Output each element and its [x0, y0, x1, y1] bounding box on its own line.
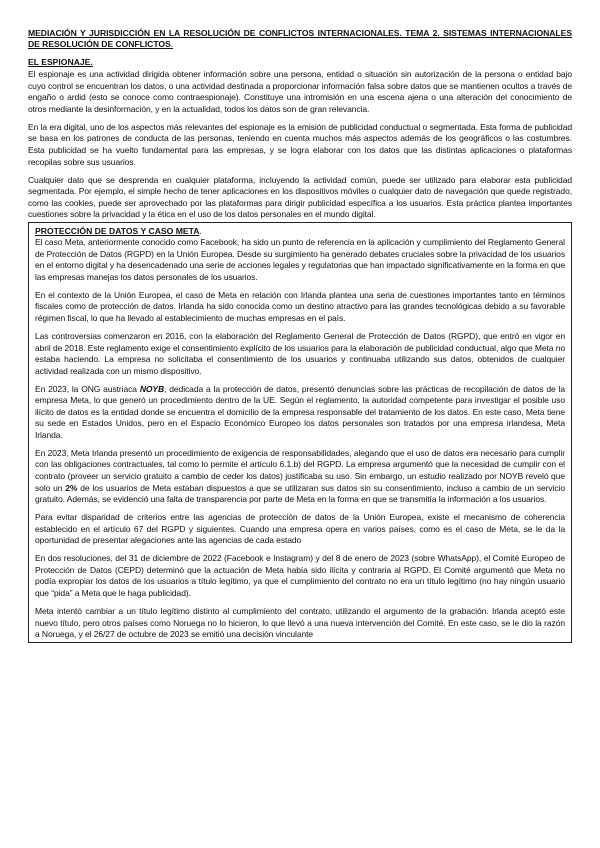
paragraph: En la era digital, uno de los aspectos más relevantes del espionaje es la emisión de publicidad conductual o segmentada. Esta forma de publicidad se basa en los patrones de conducta de las personas, teniendo en cuenta muchos más aspectos además de los geográficos o las costumbres. Esta publicidad se ha vuelto fundamental para las empresas, y se logra elaborar con los datos que las distintas aplicaciones o plataformas recopilas sobre sus usuarios.: [28, 121, 572, 167]
paragraph: En dos resoluciones, del 31 de diciembre de 2022 (Facebook e Instagram) y del 8 de enero de 2023 (sobre WhatsApp), el Comité Europeo de Protección de Datos (CEPD) determinó que la actuación de Meta había sido ilícita y contraria al RGPD. El Comité argumentó que Meta no podía expropiar los datos de los usuarios a título legítimo, ya que el cumplimiento del contrato no era un título legítimo (no hay ningún usuario que “pida” a Meta que le haga publicidad).: [35, 553, 565, 598]
paragraph: Las controversias comenzaron en 2016, con la elaboración del Reglamento General de Protección de Datos (RGPD), que entró en vigor en abril de 2018. Este reglamento exige el consentimiento explícito de los usuarios para la elaboración de publicidad conductual, algo que Meta no estaba haciendo. La empresa no solicitaba el consentimiento de los usuarios y continuaba utilizando sus datos, obtenidos de cualquier actividad realizada con un mismo dispositivo.: [35, 331, 565, 376]
paragraph: Para evitar disparidad de criterios entre las agencias de protección de datos de la Unión Europea, existe el mecanismo de coherencia establecido en el artículo 67 del RGPD y siguientes. Cuando una empresa opera en varios países, como es el caso de Meta, se le da la oportunidad de presentar alegaciones ante las agencias de cada estado: [35, 512, 565, 546]
paragraph: El espionaje es una actividad dirigida obtener información sobre una persona, entidad o situación sin autorización de la persona o entidad bajo cuyo control se encuentran los datos, o una actividad destinada a proporcionar información falsa sobre datos que se mantienen ocultos a través de engaño o ardid (esto se conoce como contraespionaje). Constituye una intromisión en una escena ajena o una alteración del conocimiento de otros mediante la desinformación, y en la actualidad, todos los datos son de gran relevancia.: [28, 69, 572, 114]
meta-case-box: [28, 222, 572, 643]
paragraph: El caso Meta, anteriormente conocido como Facebook, ha sido un punto de referencia en la aplicación y cumplimiento del Reglamento General de Protección de Datos (RGPD) en la Unión Europea. Desde su surgimiento ha generado debates cruciales sobre la privacidad de los usuarios en el entorno digital y ha desencadenado una serie de acciones legales y regulatorias que han impactado significativamente en la forma en que las empresas manejas los datos personales de los usuarios.: [35, 237, 565, 282]
paragraph: En 2023, Meta Irlanda presentó un procedimiento de exigencia de responsabilidades, alegando que el uso de datos era necesario para cumplir con las obligaciones contractuales, tal como lo permite el artículo 6.1.b) del RGPD. La empresa argumentó que la necesidad de cumplir con el contrato (proveer un servicio gratuito a cambio de ceder los datos) justificaba su uso. Sin embargo, un estudio realizado por NOYB reveló que solo un 2% de los usuarios de Meta estaban dispuestos a que se utilizaran sus datos sin su consentimiento, incluso a cambio de un servicio gratuito. Además, se evidenció una falta de transparencia por parte de Meta en la forma en que se transmitía la información a los usuarios.: [35, 447, 565, 505]
document-title: MEDIACIÓN Y JURISDICCIÓN EN LA RESOLUCIÓN DE CONFLICTOS INTERNACIONALES. TEMA 2. SISTEMAS INTERNACIONALES DE RESOLUCIÓN DE CONFLICTOS.: [28, 28, 572, 50]
org-name-noyb: NOYB: [139, 383, 165, 394]
section-heading-meta: PROTECCIÓN DE DATOS Y CASO META.: [35, 225, 202, 236]
section-heading-espionaje: EL ESPIONAJE.: [28, 56, 93, 67]
paragraph: En 2023, la ONG austriaca NOYB, dedicada a la protección de datos, presentó denuncias sobre las prácticas de recopilación de datos de la empresa Meta, lo que generó un procedimiento dentro de la UE. Según el reglamento, la autoridad competente para investigar el posible uso ilícito de datos es la entidad donde se encuentra el domicilio de la empresa responsable del tratamiento de los datos. En este caso, Meta tiene su sede en Estados Unidos, pero en el Espacio Económico Europeo los datos personales son tratados por una empresa irlandesa, Meta Irlanda.: [35, 383, 565, 440]
paragraph: Cualquier dato que se desprenda en cualquier plataforma, incluyendo la actividad común, puede ser utilizado para elaborar esta publicidad segmentada. Por ejemplo, el simple hecho de tener aplicaciones en los dispositivos móviles o cualquier dato de navegación que quede registrado, como las cookies, puede ser aprovechado por las plataformas para dirigir publicidad específica a los usuarios. Esta práctica plantea importantes cuestiones sobre la privacidad y la ética en el uso de los datos personales en el mundo digital.: [28, 174, 572, 220]
paragraph: Meta intentó cambiar a un título legítimo distinto al cumplimiento del contrato, utilizando el argumento de la grabación. Irlanda aceptó este nuevo título, pero otros países como Noruega no lo hicieron, lo que llevó a una nueva intervención del Comité. En este caso, se le dio la razón a Noruega, y el 26/27 de octubre de 2023 se emitió una decisión vinculante: [35, 606, 565, 640]
paragraph: En el contexto de la Unión Europea, el caso de Meta en relación con Irlanda plantea una seria de cuestiones importantes tanto en términos fiscales como de protección de datos. Irlanda ha sido conocida como un destino atractivo para las grandes tecnológicas debido a su favorable régimen fiscal, lo que ha llevado al establecimiento de muchas empresas en el país.: [35, 289, 565, 323]
percentage-highlight: 2%: [65, 482, 78, 493]
